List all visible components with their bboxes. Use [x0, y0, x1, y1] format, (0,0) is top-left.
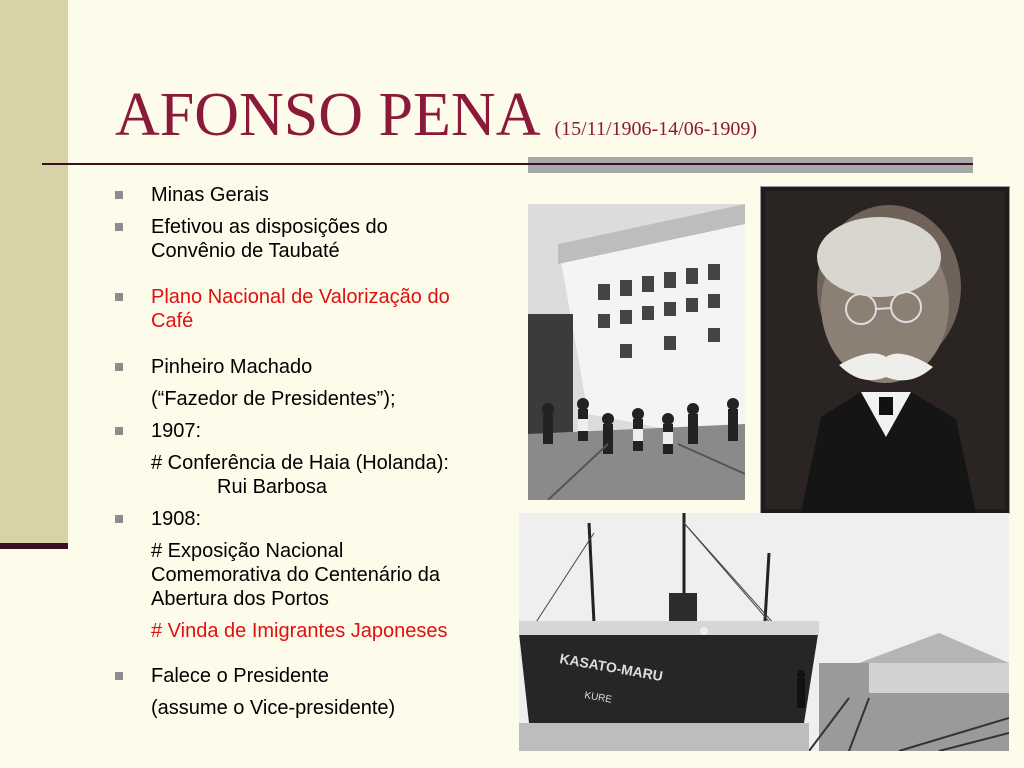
title-text: AFONSO PENA — [115, 81, 541, 149]
bullet-plano-nacional — [115, 285, 525, 333]
sub-text: Comemorativa do Centenário da — [151, 564, 441, 586]
sub-text: # Exposição Nacional — [151, 540, 344, 562]
ship-hull-port: KURE — [583, 690, 613, 706]
title-divider — [42, 163, 972, 165]
photo-kasato-maru — [519, 513, 1009, 751]
bullet-text: Plano Nacional de Valorização do — [151, 286, 450, 308]
sub-text: Rui Barbosa — [217, 476, 328, 498]
square-bullet-icon — [115, 293, 123, 301]
bullet-text: Café — [151, 310, 194, 332]
sub-text: # Conferência de Haia (Holanda): — [151, 452, 449, 474]
bullet-1907 — [115, 419, 525, 443]
sub-text-highlight: # Vinda de Imigrantes Japoneses — [151, 620, 448, 642]
sub-text: (“Fazedor de Presidentes”); — [151, 388, 396, 410]
kasato-maru-illustration — [519, 513, 1009, 751]
portrait-illustration — [761, 187, 1009, 513]
bullet-text: 1907: — [151, 420, 202, 442]
square-bullet-icon — [115, 427, 123, 435]
portrait-afonso-pena — [760, 186, 1010, 514]
decorative-left-band — [0, 0, 68, 548]
title-accent-bar — [528, 157, 973, 173]
bullet-text: Falece o Presidente — [151, 665, 329, 687]
square-bullet-icon — [115, 223, 123, 231]
sub-text: (assume o Vice-presidente) — [151, 697, 396, 719]
bullet-text: Pinheiro Machado — [151, 356, 313, 378]
square-bullet-icon — [115, 363, 123, 371]
bullet-text: Efetivou as disposições do — [151, 216, 388, 238]
slide-title — [115, 80, 757, 151]
bullet-1908 — [115, 507, 525, 531]
ship-hull-name: KASATO-MARU — [558, 650, 665, 685]
photo-ship-dock — [528, 204, 745, 500]
ship-dock-illustration — [528, 204, 745, 500]
bullet-text: 1908: — [151, 508, 202, 530]
bullet-falece — [115, 664, 525, 688]
square-bullet-icon — [115, 672, 123, 680]
title-dates: (15/11/1906-14/06-1909) — [554, 118, 758, 140]
bullet-pinheiro-machado — [115, 355, 525, 379]
square-bullet-icon — [115, 515, 123, 523]
bullet-minas-gerais — [115, 183, 525, 207]
bullet-text: Convênio de Taubaté — [151, 240, 340, 262]
bullet-convenio — [115, 215, 525, 263]
square-bullet-icon — [115, 191, 123, 199]
bullet-list — [115, 183, 525, 720]
sub-text: Abertura dos Portos — [151, 588, 329, 610]
bullet-text: Minas Gerais — [151, 184, 269, 206]
decorative-left-underline — [0, 543, 68, 549]
